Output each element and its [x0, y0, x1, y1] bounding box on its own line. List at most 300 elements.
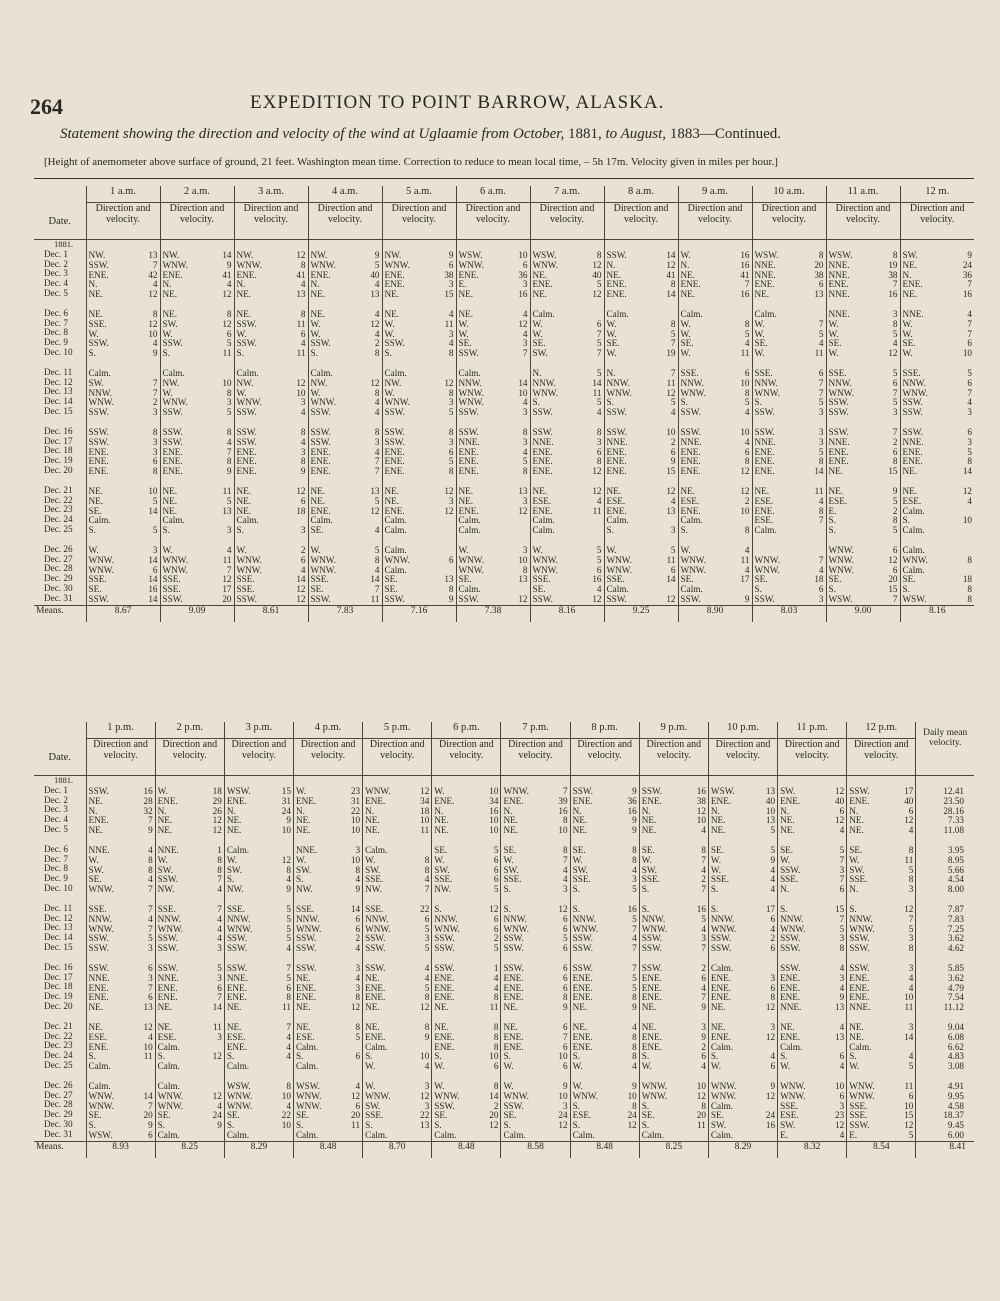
date-label: Dec. 12 — [44, 912, 73, 923]
date-label: Dec. 2 — [44, 794, 68, 805]
wind-velocity: 10 — [489, 786, 499, 796]
wind-direction: SSE. — [828, 367, 847, 378]
wind-observation — [385, 310, 454, 320]
wind-direction: SE. — [641, 844, 655, 855]
wind-direction: ENE. — [88, 982, 109, 993]
wind-direction: WNW. — [157, 1090, 184, 1101]
wind-velocity: 8 — [448, 426, 454, 437]
wind-velocity: 13 — [370, 485, 380, 496]
daily-mean-value: 12.41 — [943, 786, 964, 796]
wind-direction: SW. — [641, 864, 657, 875]
wind-direction: NNE. — [828, 436, 850, 447]
wind-direction: SSW. — [88, 593, 109, 604]
wind-velocity: 7 — [839, 874, 845, 885]
wind-observation — [642, 944, 706, 954]
wind-velocity: 4 — [374, 328, 380, 339]
wind-velocity: 16 — [740, 259, 750, 270]
year-label: 1881. — [54, 239, 74, 249]
wind-velocity: 12 — [296, 485, 306, 496]
wind-velocity: 13 — [420, 1120, 430, 1131]
wind-direction: NNE. — [828, 308, 850, 319]
wind-velocity: 5 — [818, 446, 824, 457]
wind-velocity: 9 — [148, 825, 153, 836]
wind-observation — [903, 467, 973, 477]
wind-velocity: 7 — [892, 279, 898, 290]
hour-cell — [293, 776, 362, 1142]
wind-direction: WNW. — [828, 564, 854, 575]
wind-observation — [227, 944, 291, 954]
wind-direction: SSW. — [310, 436, 331, 447]
date-label: Dec. 1 — [44, 248, 68, 259]
daily-mean-value: 9.45 — [947, 1120, 964, 1131]
wind-observation — [365, 885, 429, 895]
wind-velocity: 2 — [744, 495, 750, 506]
wind-velocity: 5 — [286, 933, 291, 944]
wind-velocity: 14 — [370, 574, 380, 585]
wind-observation — [903, 575, 973, 585]
wind-observation — [573, 885, 637, 895]
wind-velocity: 6 — [563, 962, 568, 973]
wind-observation — [365, 826, 429, 836]
wind-direction: W. — [902, 328, 913, 339]
wind-velocity: 4 — [152, 338, 158, 349]
wind-observation — [237, 595, 306, 605]
wind-direction: SE. — [503, 1110, 517, 1121]
wind-direction: WNW. — [641, 1090, 668, 1101]
wind-direction: W. — [236, 328, 247, 339]
wind-velocity: 9 — [148, 1120, 153, 1131]
wind-direction: E. — [458, 279, 467, 290]
wind-direction: WNW. — [849, 923, 875, 934]
wind-direction: SE. — [384, 574, 398, 585]
wind-velocity: 16 — [696, 786, 706, 796]
wind-direction: SE. — [710, 844, 724, 855]
wind-direction: Calm. — [572, 1129, 595, 1140]
wind-direction: NNE. — [828, 289, 850, 300]
wind-velocity: 10 — [740, 377, 750, 388]
wind-direction: S. — [572, 1120, 581, 1131]
wind-velocity: 12 — [420, 1090, 430, 1101]
hour-mean: 8.48 — [293, 1141, 362, 1158]
wind-velocity: 7 — [596, 328, 602, 339]
wind-velocity: 4 — [701, 923, 706, 934]
wind-observation — [434, 826, 498, 836]
wind-velocity: 7 — [148, 884, 153, 895]
wind-observation — [89, 349, 158, 359]
wind-velocity: 9 — [744, 593, 750, 604]
wind-observation — [503, 1062, 567, 1072]
wind-velocity: 4 — [217, 923, 222, 934]
wind-velocity: 8 — [355, 1021, 361, 1032]
wind-velocity: 5 — [892, 525, 898, 536]
hour-column — [780, 776, 844, 1141]
wind-direction: ENE. — [226, 982, 247, 993]
wind-velocity: 3 — [355, 982, 361, 993]
wind-velocity: 8 — [226, 387, 232, 398]
wind-direction: ENE. — [384, 456, 405, 467]
wind-observation — [780, 797, 844, 807]
wind-velocity: 4 — [770, 1051, 776, 1062]
hour-cell — [570, 776, 639, 1142]
wind-direction: NE. — [641, 825, 657, 836]
wind-direction: NE. — [384, 308, 400, 319]
wind-velocity: 6 — [563, 1041, 568, 1052]
wind-direction: ENE. — [434, 1031, 455, 1042]
wind-velocity: 7 — [148, 1100, 153, 1111]
wind-velocity: 5 — [744, 328, 750, 339]
wind-velocity: 8 — [448, 466, 454, 477]
wind-observation — [311, 349, 380, 359]
wind-observation — [385, 339, 454, 349]
wind-velocity: 4 — [701, 825, 706, 836]
wind-direction: WNW. — [88, 397, 114, 408]
wind-direction: ENE. — [236, 456, 257, 467]
wind-direction: NNW. — [641, 913, 666, 924]
wind-direction: S. — [434, 903, 442, 914]
wind-direction: NE. — [157, 1002, 173, 1013]
wind-direction: NNW. — [157, 913, 182, 924]
wind-velocity: 11 — [814, 485, 824, 496]
daily-mean-value: 7.87 — [947, 903, 964, 914]
wind-direction: NE. — [902, 289, 918, 300]
wind-direction: NE. — [849, 815, 864, 826]
wind-velocity: 8 — [744, 318, 750, 329]
wind-observation — [311, 379, 380, 389]
wind-direction: ENE. — [458, 505, 479, 516]
wind-velocity: 7 — [563, 854, 568, 865]
wind-velocity: 12 — [888, 554, 898, 565]
wind-direction: NE. — [226, 825, 242, 836]
wind-velocity: 4 — [632, 864, 637, 875]
wind-observation — [829, 349, 898, 359]
wind-direction: SW. — [849, 864, 865, 875]
wind-direction: SE. — [88, 1110, 102, 1121]
wind-velocity: 3 — [152, 436, 158, 447]
wind-direction: SE. — [606, 338, 620, 349]
wind-direction: S. — [828, 525, 836, 536]
wind-direction: W. — [680, 544, 691, 555]
wind-velocity: 14 — [666, 289, 676, 300]
wind-direction: Calm. — [157, 1061, 180, 1072]
wind-direction: W. — [384, 328, 395, 339]
wind-direction: NW. — [365, 884, 382, 895]
wind-direction: NE. — [236, 505, 252, 516]
wind-velocity: 3 — [818, 593, 824, 604]
wind-observation — [829, 497, 898, 507]
wind-velocity: 24 — [962, 259, 972, 270]
wind-observation — [573, 1043, 637, 1053]
wind-velocity: 8 — [967, 593, 972, 604]
wind-velocity: 7 — [892, 593, 898, 604]
wind-velocity: 11 — [143, 1051, 153, 1062]
wind-observation — [533, 389, 602, 399]
wind-velocity: 3 — [818, 407, 824, 418]
wind-observation — [237, 379, 306, 389]
wind-observation — [365, 1062, 429, 1072]
wind-direction: ENE. — [310, 269, 331, 280]
wind-velocity: 7 — [374, 584, 380, 595]
date-label: Dec. 28 — [44, 1099, 73, 1110]
wind-velocity: 11 — [814, 348, 824, 359]
wind-direction: ENE. — [849, 795, 870, 806]
wind-observation — [459, 310, 528, 320]
wind-velocity: 2 — [374, 338, 380, 349]
wind-velocity: 5 — [226, 338, 232, 349]
hour-column — [503, 776, 567, 1141]
top-rule — [34, 178, 974, 179]
wind-observation — [829, 339, 898, 349]
wind-direction: ENE. — [503, 992, 524, 1003]
wind-velocity: 14 — [814, 466, 824, 477]
wind-direction: SSE. — [780, 874, 799, 885]
wind-velocity: 10 — [627, 1090, 637, 1101]
date-label: Dec. 27 — [44, 553, 73, 564]
hour-mean: 8.48 — [432, 1141, 501, 1158]
wind-velocity: 8 — [424, 992, 430, 1003]
wind-velocity: 3 — [563, 1100, 568, 1111]
direction-velocity-header: Direction and velocity. — [778, 739, 847, 776]
wind-velocity: 6 — [226, 328, 232, 339]
wind-velocity: 7 — [818, 377, 824, 388]
wind-velocity: 10 — [489, 825, 499, 836]
wind-velocity: 11 — [282, 1002, 291, 1013]
hour-mean: 8.25 — [155, 1141, 224, 1158]
wind-direction: W. — [295, 786, 307, 796]
wind-direction: SSW. — [754, 593, 775, 604]
wind-direction: ENE. — [157, 992, 178, 1003]
wind-direction: ESE. — [532, 495, 552, 506]
wind-direction: WNW. — [310, 259, 336, 270]
wind-velocity: 6 — [818, 367, 824, 378]
wind-direction: N. — [434, 805, 444, 816]
wind-direction: WNW. — [780, 1090, 806, 1101]
wind-direction: NE. — [365, 972, 380, 983]
date-label: Dec. 18 — [44, 981, 73, 992]
wind-velocity: 6 — [967, 377, 972, 388]
wind-direction: Calm. — [710, 1100, 734, 1111]
wind-direction: SSW. — [88, 407, 109, 418]
wind-velocity: 16 — [740, 289, 750, 300]
wind-direction: SSW. — [680, 407, 701, 418]
wind-velocity: 4 — [744, 564, 750, 575]
wind-direction: S. — [710, 903, 719, 914]
wind-observation — [533, 408, 602, 418]
wind-direction: S. — [710, 884, 719, 895]
wind-direction: S. — [606, 525, 614, 536]
wind-velocity: 10 — [696, 1080, 706, 1091]
wind-observation — [163, 595, 232, 605]
wind-velocity: 10 — [904, 1100, 914, 1111]
wind-velocity: 2 — [892, 505, 898, 516]
wind-direction: SSW. — [572, 786, 593, 796]
direction-velocity-header: Direction and velocity. — [456, 203, 530, 240]
wind-observation — [681, 408, 750, 418]
wind-direction: WNW. — [828, 387, 854, 398]
daily-mean-value: 3.08 — [947, 1061, 964, 1072]
wind-velocity: 5 — [670, 328, 676, 339]
wind-direction: NE. — [902, 259, 918, 270]
wind-direction: SE. — [434, 844, 448, 855]
wind-velocity: 28 — [143, 795, 153, 806]
daily-mean-value: 4.91 — [947, 1080, 964, 1091]
wind-direction: SSE. — [572, 874, 591, 885]
wind-velocity: 5 — [493, 844, 499, 855]
wind-direction: N. — [532, 367, 542, 378]
wind-direction: ENE. — [384, 505, 405, 516]
wind-observation — [459, 595, 528, 605]
wind-velocity: 8 — [632, 1041, 637, 1052]
wind-direction: WNW. — [226, 923, 253, 934]
wind-direction: NNE. — [680, 436, 702, 447]
direction-velocity-header: Direction and velocity. — [363, 739, 432, 776]
wind-velocity: 11 — [351, 1120, 361, 1131]
wind-velocity: 15 — [281, 786, 291, 796]
wind-direction: N. — [157, 805, 167, 816]
hour-header: 8 p.m. — [570, 722, 639, 739]
wind-direction: SE. — [680, 338, 694, 349]
wind-direction: W. — [572, 1080, 583, 1091]
wind-direction: S. — [572, 903, 581, 914]
wind-direction: SSW. — [236, 593, 257, 604]
wind-velocity: 3 — [908, 1021, 914, 1032]
wind-velocity: 4 — [226, 279, 232, 290]
daily-mean-value: 4.83 — [947, 1051, 964, 1062]
wind-velocity: 7 — [148, 982, 153, 993]
wind-direction: WNW. — [710, 1090, 737, 1101]
hour-cell — [155, 776, 224, 1142]
wind-velocity: 7 — [286, 1021, 291, 1032]
wind-direction: NNW. — [828, 377, 852, 388]
wind-velocity: 4 — [374, 564, 380, 575]
hour-cell — [778, 776, 847, 1142]
wind-direction: WNW. — [310, 397, 336, 408]
date-label: Dec. 29 — [44, 1109, 73, 1120]
wind-velocity: 4 — [744, 407, 750, 418]
date-label: Dec. 19 — [44, 455, 73, 466]
wind-direction: SE. — [226, 1110, 240, 1121]
hour-mean: 9.25 — [604, 605, 678, 622]
wind-velocity: 7 — [967, 318, 972, 329]
wind-velocity: 4 — [892, 338, 898, 349]
wind-observation — [459, 526, 528, 536]
wind-direction: W. — [606, 318, 617, 329]
running-header: EXPEDITION TO POINT BARROW, ALASKA. — [250, 92, 665, 113]
wind-observation — [163, 339, 232, 349]
wind-observation — [158, 885, 222, 895]
wind-velocity: 9 — [839, 992, 845, 1003]
hour-cell — [501, 776, 570, 1142]
wind-direction: NNW. — [680, 377, 704, 388]
wind-direction: ENE. — [572, 1041, 593, 1052]
wind-direction: ENE. — [157, 795, 178, 806]
date-label: Dec. 8 — [44, 863, 68, 874]
wind-velocity: 4 — [967, 495, 972, 506]
wind-observation — [755, 339, 824, 349]
wind-observation — [227, 866, 291, 876]
wind-velocity: 2 — [355, 933, 361, 944]
wind-velocity: 9 — [448, 250, 454, 260]
wind-velocity: 4 — [300, 436, 306, 447]
wind-velocity: 7 — [670, 367, 676, 378]
wind-direction: NE. — [458, 485, 474, 496]
wind-direction: Calm. — [780, 1041, 803, 1052]
wind-direction: WNW. — [606, 554, 632, 565]
hour-mean: 8.16 — [900, 605, 974, 622]
wind-observation — [607, 320, 676, 330]
wind-velocity: 3 — [563, 884, 568, 895]
date-header: Date. — [34, 722, 86, 776]
wind-direction: SSW. — [365, 943, 386, 954]
wind-direction: SSW. — [236, 426, 257, 437]
wind-velocity: 10 — [740, 426, 750, 437]
direction-velocity-header: Direction and velocity. — [160, 203, 234, 240]
wind-observation — [533, 320, 602, 330]
wind-velocity: 8 — [670, 279, 676, 290]
means-label: Means. — [34, 1141, 86, 1158]
date-label: Dec. 19 — [44, 991, 73, 1002]
wind-velocity: 6 — [563, 1021, 568, 1032]
wind-direction: NE. — [295, 1021, 311, 1032]
wind-velocity: 12 — [281, 854, 291, 865]
wind-direction: WNW. — [754, 564, 780, 575]
wind-direction: SSW. — [365, 933, 386, 944]
date-label: Dec. 5 — [44, 823, 68, 834]
wind-velocity: 4 — [967, 397, 972, 408]
wind-direction: S. — [157, 1120, 166, 1131]
wind-direction: S. — [226, 874, 235, 885]
wind-direction: WNW. — [572, 923, 599, 934]
wind-direction: SSW. — [310, 593, 331, 604]
wind-direction: WNW. — [458, 397, 484, 408]
wind-direction: ESE. — [226, 1031, 246, 1042]
wind-velocity: 11 — [370, 593, 380, 604]
daily-mean-value: 4.79 — [947, 982, 964, 993]
hour-cell — [224, 776, 293, 1142]
wind-velocity: 5 — [286, 903, 291, 914]
wind-observation — [780, 875, 844, 885]
hour-mean: 8.90 — [678, 605, 752, 622]
wind-velocity: 3 — [596, 436, 602, 447]
wind-observation — [711, 1062, 775, 1072]
wind-direction: Calm. — [310, 367, 333, 378]
wind-direction: ENE. — [310, 446, 331, 457]
wind-velocity: 3 — [217, 943, 222, 954]
wind-velocity: 10 — [558, 1090, 568, 1101]
group-gap — [311, 536, 380, 546]
wind-observation — [755, 310, 824, 320]
wind-velocity: 6 — [286, 982, 291, 993]
wind-velocity: 10 — [835, 1080, 845, 1091]
wind-velocity: 12 — [666, 485, 676, 496]
wind-observation — [459, 349, 528, 359]
wind-direction: SW. — [157, 864, 173, 875]
wind-direction: NW. — [384, 250, 402, 260]
wind-direction: NW. — [236, 377, 254, 388]
overall-mean: 8.41 — [916, 1141, 974, 1158]
hour-column — [89, 776, 153, 1141]
wind-observation — [533, 467, 602, 477]
wind-velocity: 4 — [596, 495, 602, 506]
wind-velocity: 9 — [632, 786, 637, 796]
hour-column — [434, 776, 498, 1141]
wind-direction: ENE. — [780, 795, 801, 806]
date-label: Dec. 8 — [44, 327, 68, 338]
wind-direction: Calm. — [157, 1041, 180, 1052]
wind-velocity: 11 — [904, 1080, 914, 1091]
wind-direction: SW. — [226, 864, 243, 875]
wind-direction: NE. — [828, 466, 844, 477]
wind-direction: SE. — [780, 844, 794, 855]
